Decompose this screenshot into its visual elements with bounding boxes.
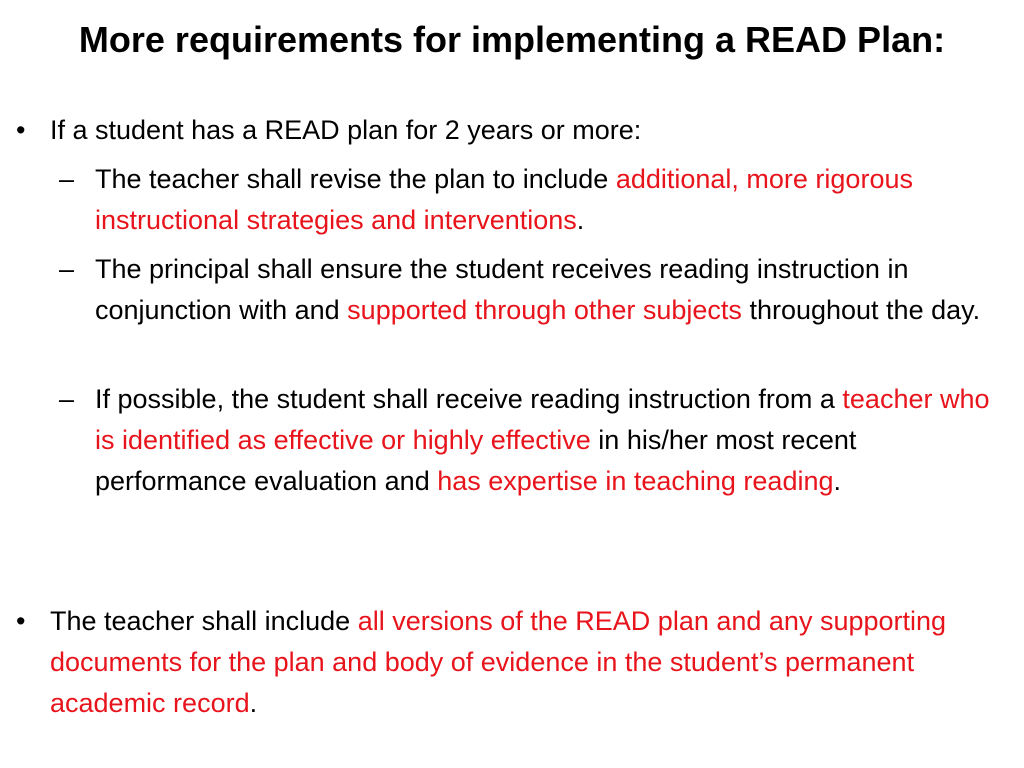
highlight-text: teacher who is identified as effective or highly effective [95, 384, 990, 455]
bullet-item-permanent-record [16, 601, 980, 724]
highlight-text: has expertise in teaching reading [437, 466, 834, 496]
dash-marker: – [59, 384, 75, 414]
sub-text: . [833, 466, 842, 496]
sub-text: The teacher shall revise the plan to include [95, 164, 616, 194]
sub-item-effective-teacher [59, 379, 990, 502]
sub-text: in his/her most recent performance evaluation and [95, 425, 857, 496]
bullet-marker: • [16, 115, 26, 145]
sub-text: If possible, the student shall receive reading instruction from a [95, 384, 843, 414]
sub-item-teacher-revise [59, 159, 990, 241]
bullet-marker: • [16, 606, 26, 636]
sub-text: . [576, 205, 585, 235]
sub-text: throughout the day. [741, 295, 981, 325]
highlight-text: supported through other subjects [347, 295, 742, 325]
dash-marker: – [59, 254, 75, 284]
highlight-text: all versions of the READ plan and any supporting documents for the plan and body of evidence in the student’s permanent academic record [50, 606, 947, 718]
bullet-item-read-plan-duration [16, 110, 980, 151]
sub-item-principal-ensure [59, 249, 990, 331]
dash-marker: – [59, 164, 75, 194]
bullet-text: If a student has a READ plan for 2 years or more: [50, 115, 642, 145]
slide-title: More requirements for implementing a READ Plan: [78, 19, 946, 60]
bullet-text: The teacher shall include [50, 606, 358, 636]
bullet-text: . [249, 688, 258, 718]
highlight-text: additional, more rigorous instructional strategies and interventions [95, 164, 913, 235]
sub-text: The principal shall ensure the student receives reading instruction in conjunction with and [95, 254, 909, 325]
